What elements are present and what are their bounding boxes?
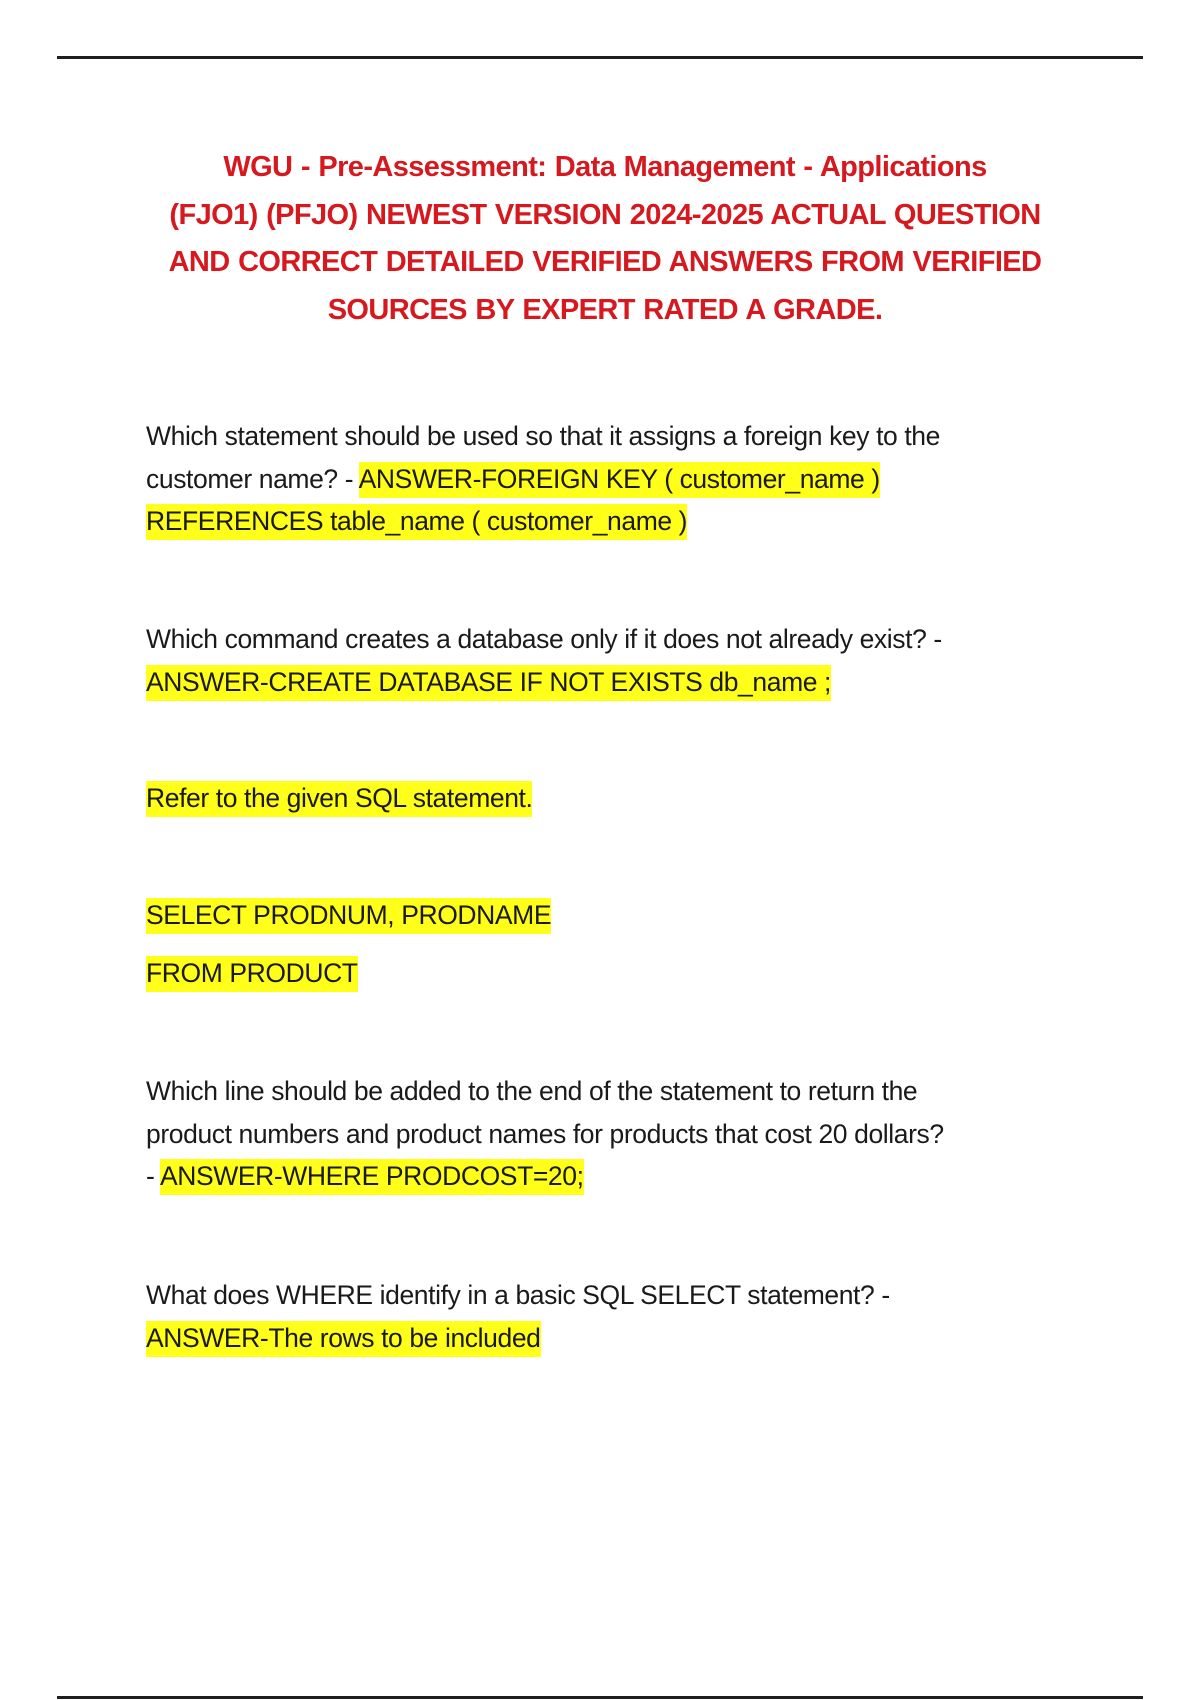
title-line: (FJO1) (PFJO) NEWEST VERSION 2024-2025 ACTUAL QUESTION (169, 198, 1041, 231)
answer-highlight: REFERENCES table_name ( customer_name ) (146, 504, 687, 540)
question-text: What does WHERE identify in a basic SQL SELECT statement? - (146, 1280, 890, 1310)
answer-line (146, 500, 1096, 543)
qa-where-identify (146, 1274, 1096, 1359)
question-answer-line (146, 1155, 1096, 1198)
title-line: AND CORRECT DETAILED VERIFIED ANSWERS FROM VERIFIED (168, 246, 1042, 278)
question-text: Which command creates a database only if it does not already exist? - (146, 624, 942, 654)
question-text: customer name? - (146, 463, 359, 494)
answer-highlight: ANSWER-FOREIGN KEY ( customer_name ) (359, 462, 880, 498)
qa-where-prodcost (146, 1070, 1096, 1198)
sql-line: SELECT PRODNUM, PRODNAME (146, 898, 551, 934)
sql-line: FROM PRODUCT (146, 956, 358, 992)
sql-intro (146, 777, 1096, 820)
footer-rule (57, 1696, 1143, 1699)
question-answer-line (146, 458, 1096, 501)
document-title (130, 144, 1080, 334)
answer-highlight: ANSWER-The rows to be included (146, 1321, 541, 1357)
title-line: SOURCES BY EXPERT RATED A GRADE. (327, 293, 883, 326)
question-text: - (146, 1161, 160, 1191)
answer-highlight: ANSWER-CREATE DATABASE IF NOT EXISTS db_name ; (146, 665, 831, 701)
question-text: Which line should be added to the end of the statement to return the (146, 1076, 918, 1106)
sql-statement (146, 894, 1096, 995)
intro-highlight: Refer to the given SQL statement. (146, 781, 532, 817)
answer-highlight: ANSWER-WHERE PRODCOST=20; (160, 1159, 584, 1195)
title-line: WGU - Pre-Assessment: Data Management - Applications (223, 151, 987, 183)
qa-foreign-key (146, 415, 1096, 543)
answer-line (146, 661, 1096, 704)
header-rule (57, 56, 1143, 59)
qa-create-database (146, 618, 1096, 703)
question-text: Which statement should be used so that it assigns a foreign key to the (146, 421, 940, 451)
answer-line (146, 1317, 1096, 1360)
question-text: product numbers and product names for products that cost 20 dollars? (146, 1118, 944, 1149)
